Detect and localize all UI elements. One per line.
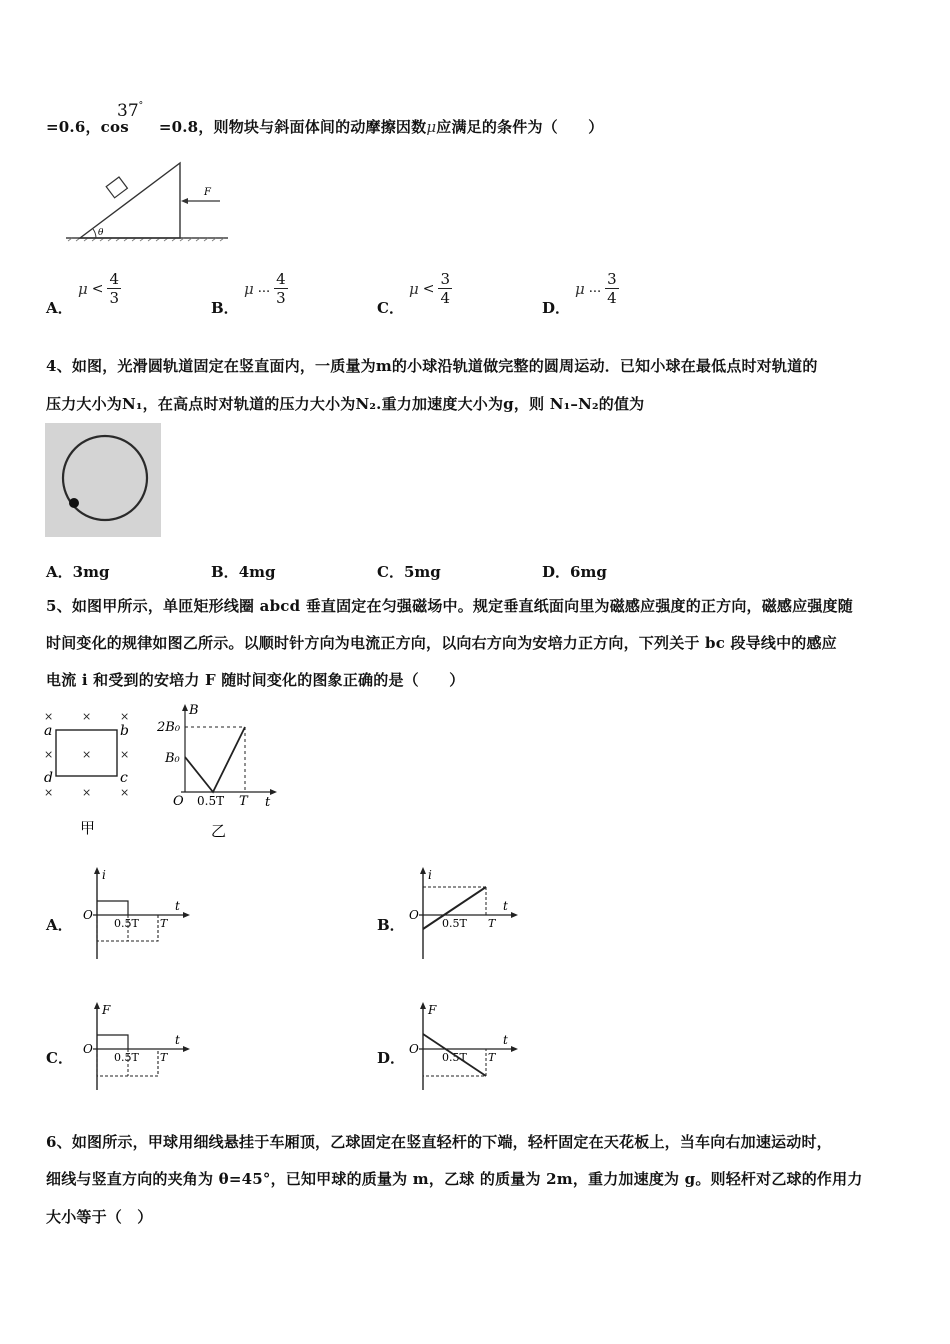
corner-c: c — [120, 770, 128, 786]
small-ball — [69, 498, 79, 508]
q4-option-c[interactable]: C．5mg — [377, 563, 441, 581]
svg-text:0.5T: 0.5T — [442, 1051, 467, 1064]
graph-a-i-t — [78, 865, 193, 962]
svg-text:×: × — [82, 748, 92, 761]
q5-text-line-2: 时间变化的规律如图乙所示。以顺时针方向为电流正方向，以向右方向为安培力正方向，下列关于 bc 段导线中的感应 — [46, 634, 837, 652]
q4-text-line-2: 压力大小为N₁，在高点时对轨道的压力大小为N₂.重力加速度大小为g，则 N₁–N₂的值为 — [46, 395, 645, 413]
q5-text-line-3: 电流 i 和受到的安培力 F 随时间变化的图象正确的是（ ） — [46, 671, 465, 689]
q3-option-b-expr: μ ... $\frac{4}{3}$ — [244, 270, 286, 307]
svg-text:×: × — [82, 710, 92, 723]
svg-text:×: × — [44, 786, 54, 799]
angle-label: θ — [98, 228, 104, 238]
force-label: F — [204, 187, 211, 198]
q3-option-a-letter[interactable]: A． — [46, 299, 73, 317]
circular-track-figure — [45, 423, 161, 537]
q3-option-b-letter[interactable]: B． — [211, 299, 239, 317]
circular-track-photo — [45, 423, 161, 537]
q3-option-c-letter[interactable]: C． — [377, 299, 404, 317]
corner-d: d — [44, 770, 53, 786]
svg-text:T: T — [488, 917, 496, 930]
q4-option-a[interactable]: A．3mg — [46, 563, 110, 581]
q3-option-d-letter[interactable]: D． — [542, 299, 571, 317]
block-on-incline — [106, 177, 127, 198]
svg-text:T: T — [160, 1051, 168, 1064]
q5-option-c-letter[interactable]: C． — [46, 1049, 73, 1067]
svg-text:×: × — [44, 748, 54, 761]
b-curve — [185, 727, 245, 792]
incline-wedge — [80, 163, 180, 238]
svg-text:×: × — [120, 748, 130, 761]
svg-text:×: × — [120, 786, 130, 799]
coil-figure-jia — [40, 705, 140, 840]
caption-jia: 甲 — [80, 819, 96, 837]
tick-half-t: 0.5T — [197, 794, 225, 808]
graph-d-f-t — [406, 1000, 526, 1093]
svg-text:t: t — [503, 899, 508, 913]
svg-text:0.5T: 0.5T — [114, 917, 139, 930]
q3-option-c-expr: μ < $\frac{3}{4}$ — [409, 270, 451, 307]
svg-text:F: F — [102, 1003, 111, 1017]
q4-text-line-1: 4、如图，光滑圆轨道固定在竖直面内，一质量为m的小球沿轨道做完整的圆周运动．已知小球在最低点时对轨道的 — [46, 357, 818, 375]
incline-figure — [60, 155, 230, 245]
corner-a: a — [44, 723, 53, 739]
caption-yi: 乙 — [211, 822, 227, 840]
q4-option-d[interactable]: D．6mg — [542, 563, 607, 581]
svg-text:0.5T: 0.5T — [442, 917, 467, 930]
q4-option-b[interactable]: B．4mg — [211, 563, 276, 581]
svg-text:O: O — [409, 908, 419, 922]
tick-2b0: 2B₀ — [157, 720, 181, 735]
q6-text-line-2: 细线与竖直方向的夹角为 θ=45°，已知甲球的质量为 m，乙球 的质量为 2m，重力加速度为 g。则轻杆对乙球的作用力 — [46, 1170, 863, 1188]
svg-text:×: × — [82, 786, 92, 799]
svg-text:×: × — [44, 710, 54, 723]
svg-text:t: t — [175, 1033, 180, 1047]
q6-text-line-3: 大小等于（ ） — [46, 1208, 153, 1226]
tick-t: T — [239, 794, 248, 809]
q5-option-a-letter[interactable]: A． — [46, 916, 73, 934]
b-t-graph-yi — [155, 700, 280, 842]
svg-text:F: F — [428, 1003, 437, 1017]
svg-text:T: T — [488, 1051, 496, 1064]
svg-text:T: T — [160, 917, 168, 930]
svg-text:t: t — [503, 1033, 508, 1047]
svg-text:i: i — [102, 868, 106, 882]
origin-label: O — [173, 794, 184, 809]
force-arrowhead — [181, 198, 188, 204]
svg-text:t: t — [175, 899, 180, 913]
q5-text-line-1: 5、如图甲所示，单匝矩形线圈 abcd 垂直固定在匀强磁场中。规定垂直纸面向里为磁感应强度的正方向，磁感应强度随 — [46, 597, 853, 615]
q3-condition-line: =0.6，cos =0.8，则物块与斜面体间的动摩擦因数μ应满足的条件为（ ） — [46, 118, 604, 136]
cos-angle-37: 37° — [117, 101, 144, 121]
svg-text:i: i — [428, 868, 432, 882]
q5-option-d-letter[interactable]: D． — [377, 1049, 406, 1067]
graph-c-f-t — [78, 1000, 193, 1093]
corner-b: b — [120, 723, 129, 739]
axis-label-b: B — [189, 703, 199, 718]
svg-text:O: O — [83, 1042, 93, 1056]
angle-arc — [93, 229, 96, 238]
svg-text:×: × — [120, 710, 130, 723]
q3-option-d-expr: μ ... $\frac{3}{4}$ — [575, 270, 617, 307]
axis-label-t: t — [265, 795, 271, 810]
svg-text:O: O — [83, 908, 93, 922]
q3-option-a-expr: μ < $\frac{4}{3}$ — [78, 270, 120, 307]
q5-option-b-letter[interactable]: B． — [377, 916, 405, 934]
graph-b-i-t — [406, 865, 526, 962]
q6-text-line-1: 6、如图所示，甲球用细线悬挂于车厢顶，乙球固定在竖直轻杆的下端，轻杆固定在天花板上，当车向右加速运动时， — [46, 1133, 832, 1151]
svg-text:O: O — [409, 1042, 419, 1056]
svg-text:0.5T: 0.5T — [114, 1051, 139, 1064]
tick-b0: B₀ — [165, 751, 180, 766]
